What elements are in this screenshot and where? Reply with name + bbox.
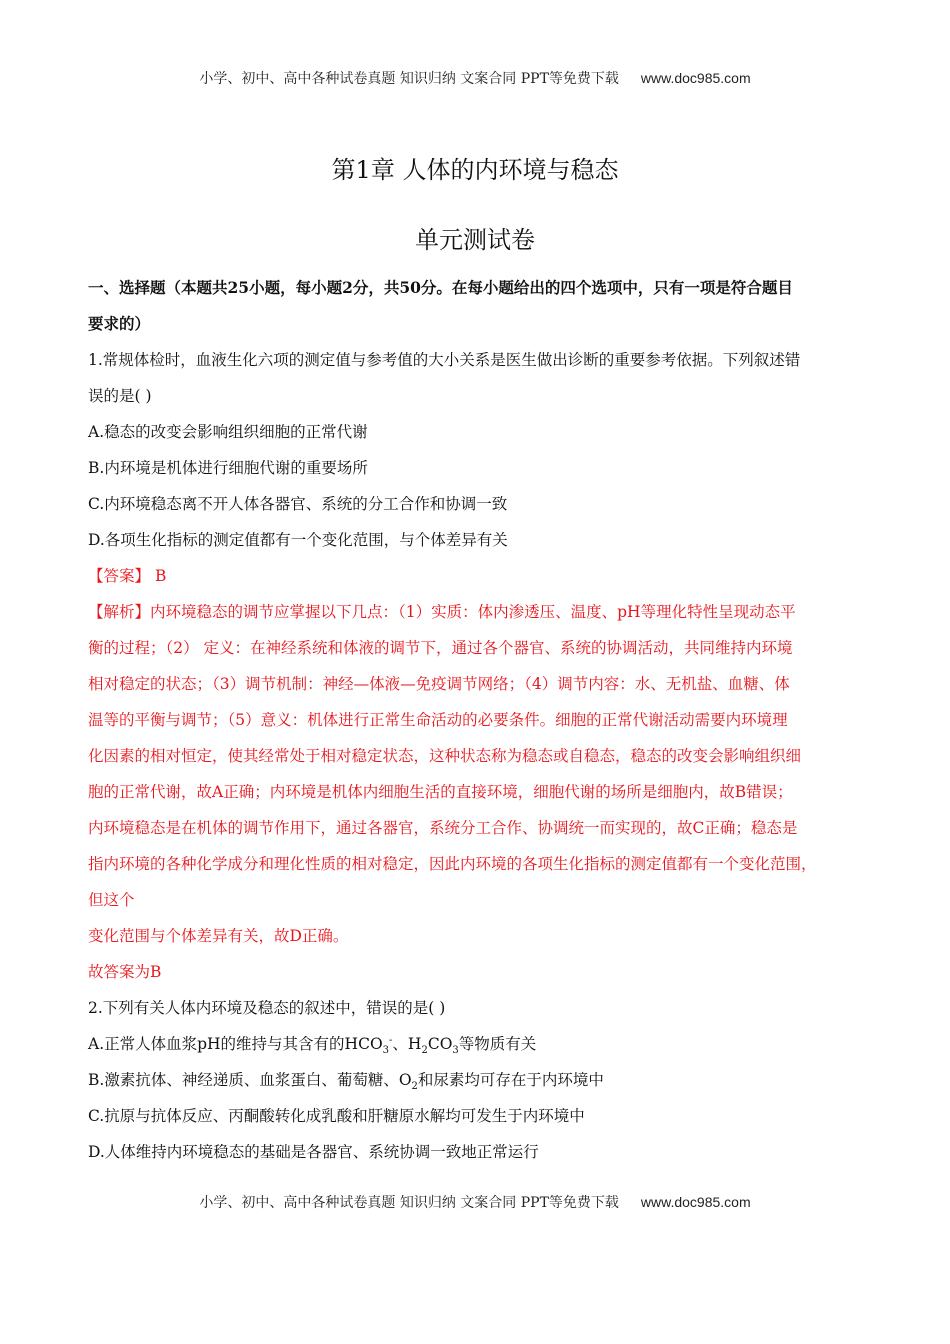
q1-option-d: D.各项生化指标的测定值都有一个变化范围，与个体差异有关 xyxy=(88,531,508,549)
page-footer xyxy=(0,1192,950,1212)
header-text: 小学、初中、高中各种试卷真题 知识归纳 文案合同 PPT等免费下载 xyxy=(199,71,619,87)
header-site[interactable]: www.doc985.com xyxy=(640,70,751,86)
document-body xyxy=(88,270,874,1170)
q1-analysis-line7: 内环境稳态是在机体的调节作用下，通过各器官，系统分工合作、协调统一而实现的，故C正确；稳态是 xyxy=(88,819,798,837)
section-heading-line2: 要求的） xyxy=(88,314,151,333)
analysis-text-1: 内环境稳态的调节应掌握以下几点：（1）实质：体内渗透压、温度、pH等理化特性呈现动态平 xyxy=(150,603,796,621)
q1-analysis-line10: 变化范围与个体差异有关，故D正确。 xyxy=(88,927,349,945)
q1-option-a: A.稳态的改变会影响组织细胞的正常代谢 xyxy=(88,423,368,441)
section-heading-line1: 一、选择题（本题共25小题，每小题2分，共50分。在每小题给出的四个选项中，只有一项是符合题目 xyxy=(88,278,793,297)
q1-answer xyxy=(88,558,874,594)
q1-option-c: C.内环境稳态离不开人体各器官、系统的分工合作和协调一致 xyxy=(88,495,508,513)
q1-analysis-line4: 温等的平衡与调节；（5）意义：机体进行正常生命活动的必要条件。细胞的正常代谢活动需要内环境理 xyxy=(88,711,788,729)
answer-label: 【答案】 xyxy=(88,567,151,585)
footer-site[interactable]: www.doc985.com xyxy=(640,1194,751,1210)
test-subtitle: 单元测试卷 xyxy=(415,226,535,254)
page-header xyxy=(0,68,950,88)
q1-option-b: B.内环境是机体进行细胞代谢的重要场所 xyxy=(88,459,368,477)
q1-analysis-line2: 衡的过程；（2） 定义：在神经系统和体液的调节下，通过各个器官、系统的协调活动，共同维持内环境 xyxy=(88,639,793,657)
q2-option-a: A.正常人体血浆pH的维持与其含有的$HCO_3^-$、$H_2CO_3$等物质有关 xyxy=(88,1034,537,1057)
answer-value: B xyxy=(154,567,167,585)
q2-option-c: C.抗原与抗体反应、丙酮酸转化成乳酸和肝糖原水解均可发生于内环境中 xyxy=(88,1107,585,1125)
q1-conclusion: 故答案为B xyxy=(88,963,162,981)
q2-stem: 2.下列有关人体内环境及稳态的叙述中，错误的是( ) xyxy=(88,999,446,1017)
q1-analysis-line6: 胞的正常代谢，故A正确；内环境是机体内细胞生活的直接环境，细胞代谢的场所是细胞内，故B错误； xyxy=(88,783,793,801)
q1-analysis-line5: 化因素的相对恒定，使其经常处于相对稳定状态，这种状态称为稳态或自稳态，稳态的改变会影响组织细 xyxy=(88,747,802,765)
chapter-title: 第1章 人体的内环境与稳态 xyxy=(331,156,619,184)
q1-stem-line2: 误的是( ) xyxy=(88,387,152,405)
analysis-label: 【解析】 xyxy=(88,603,151,621)
q1-analysis-line1 xyxy=(88,594,874,630)
q1-stem-line1: 1.常规体检时，血液生化六项的测定值与参考值的大小关系是医生做出诊断的重要参考依据。下列叙述错 xyxy=(88,351,801,369)
q2-option-d: D.人体维持内环境稳态的基础是各器官、系统协调一致地正常运行 xyxy=(88,1143,539,1161)
q1-analysis-line9: 但这个 xyxy=(88,891,135,909)
q1-analysis-line3: 相对稳定的状态；（3）调节机制：神经—体液—免疫调节网络；（4）调节内容：水、无机盐、血糖、体 xyxy=(88,675,790,693)
q1-analysis-line8: 指内环境的各种化学成分和理化性质的相对稳定，因此内环境的各项生化指标的测定值都有一个变化范围， xyxy=(88,855,817,873)
q2-option-b: B.激素抗体、神经递质、血浆蛋白、葡萄糖、$O_2$和尿素均可存在于内环境中 xyxy=(88,1071,604,1093)
footer-text: 小学、初中、高中各种试卷真题 知识归纳 文案合同 PPT等免费下载 xyxy=(199,1195,619,1211)
